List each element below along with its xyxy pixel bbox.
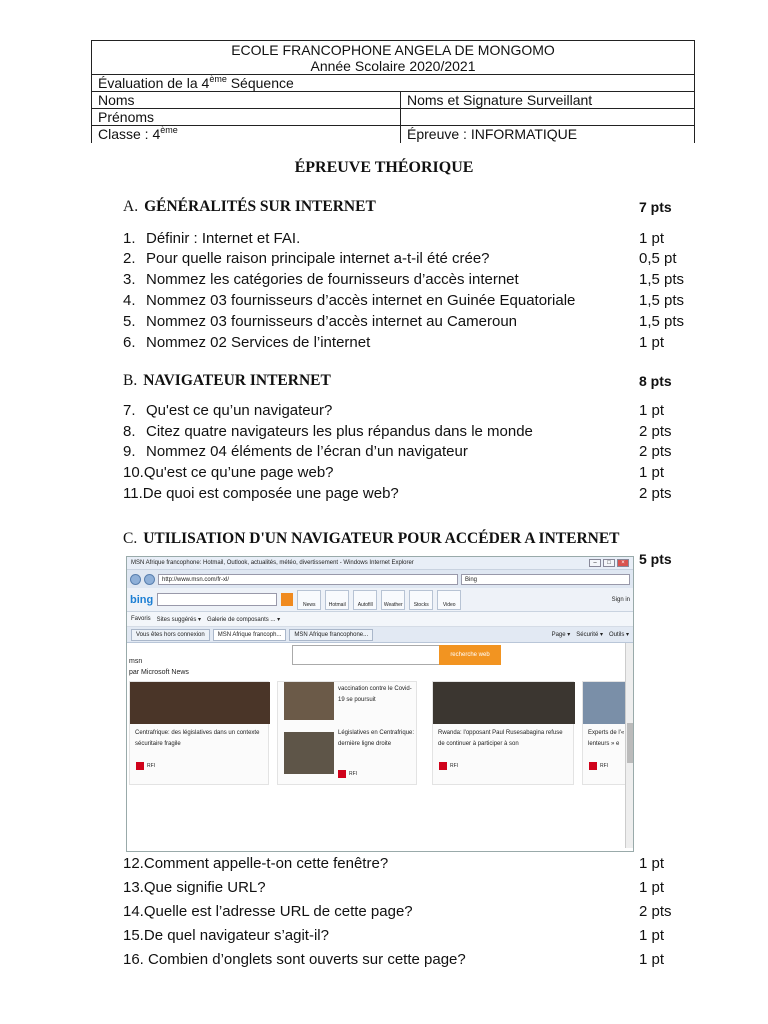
browser-tab: Vous êtes hors connexion — [131, 629, 210, 641]
prenoms-row — [92, 109, 694, 126]
close-icon: × — [617, 559, 629, 567]
question: 15.De quel navigateur s’agit-il? — [123, 927, 329, 944]
question: 9. Nommez 04 éléments de l’écran d’un navigateur — [123, 443, 468, 460]
page-title: ÉPREUVE THÉORIQUE — [294, 159, 474, 176]
news-source: RFI — [589, 762, 608, 770]
msn-search-button: recherche web — [439, 645, 501, 665]
scrollbar — [625, 643, 633, 848]
question: 16. Combien d’onglets sont ouverts sur cette page? — [123, 951, 466, 968]
school-year: Année Scolaire 2020/2021 — [310, 58, 476, 74]
question-points: 1 pt — [639, 334, 665, 351]
noms-label: Noms — [92, 92, 401, 108]
question: 2. Pour quelle raison principale internet a-t-il été crée? — [123, 250, 490, 267]
header-table — [91, 40, 695, 143]
security-menu: Sécurité ▾ — [576, 632, 603, 638]
question-points: 0,5 pt — [639, 250, 677, 267]
question: 8. Citez quatre navigateurs les plus répandus dans le monde — [123, 423, 533, 440]
scrollbar-thumb — [627, 723, 633, 763]
question-points: 2 pts — [639, 423, 672, 440]
news-card — [277, 681, 417, 785]
window-title-bar — [127, 557, 633, 570]
maximize-icon: □ — [603, 559, 615, 567]
search-field: Bing — [461, 574, 630, 585]
question-points: 1 pt — [639, 402, 665, 419]
rfi-icon — [338, 770, 346, 778]
question: 5. Nommez 03 fournisseurs d’accès internet au Cameroun — [123, 313, 518, 330]
news-caption: Experts de l'« lenteurs » e — [588, 730, 625, 747]
browser-screenshot — [126, 556, 634, 852]
video-button: Video — [437, 590, 461, 610]
section-b-heading: B. NAVIGATEUR INTERNET — [123, 372, 331, 389]
news-card — [432, 681, 574, 785]
evaluation-label: Évaluation de la 4ème Séquence — [98, 74, 294, 91]
bing-search-box — [157, 593, 277, 606]
news-source: RFI — [338, 770, 357, 778]
surveillant-label: Noms et Signature Surveillant — [407, 92, 593, 108]
section-b-points: 8 pts — [639, 373, 672, 389]
section-c-heading: C. UTILISATION D'UN NAVIGATEUR POUR ACCÉDER A INTERNET — [123, 530, 620, 547]
question: 4. Nommez 03 fournisseurs d’accès internet en Guinée Equatoriale — [123, 292, 576, 309]
question-points: 1,5 pts — [639, 271, 685, 288]
news-image — [284, 732, 334, 774]
section-a-points: 7 pts — [639, 199, 672, 215]
forward-icon — [144, 574, 155, 585]
favorites-bar — [127, 612, 633, 627]
url-field: http://www.msn.com/fr-xl/ — [158, 574, 458, 585]
fav-item: Galerie de composants ... ▾ — [207, 616, 281, 623]
question-points: 1 pt — [639, 855, 665, 872]
school-name: ECOLE FRANCOPHONE ANGELA DE MONGOMO — [231, 42, 555, 58]
address-bar — [127, 570, 633, 588]
question: 3. Nommez les catégories de fournisseurs d’accès internet — [123, 271, 519, 288]
question-points: 1,5 pts — [639, 313, 685, 330]
empty-cell — [401, 109, 694, 125]
news-card — [129, 681, 269, 785]
page-content — [127, 643, 633, 848]
msn-logo: msn — [129, 658, 143, 665]
rfi-icon — [439, 762, 447, 770]
section-c-points: 5 pts — [639, 551, 672, 567]
question: 14.Quelle est l’adresse URL de cette page? — [123, 903, 413, 920]
header-title-row — [92, 41, 694, 75]
favorites-label: Favoris — [131, 616, 151, 622]
browser-tab: MSN Afrique francoph... — [213, 629, 287, 641]
question: 6. Nommez 02 Services de l’internet — [123, 334, 371, 351]
search-icon — [281, 593, 293, 606]
news-image — [284, 682, 334, 720]
rfi-icon — [136, 762, 144, 770]
stocks-button: Stocks — [409, 590, 433, 610]
hotmail-button: Hotmail — [325, 590, 349, 610]
news-button: News — [297, 590, 321, 610]
news-caption: Rwanda: l'opposant Paul Rusesabagina refuse de continuer à participer à son — [438, 730, 563, 747]
browser-tab: MSN Afrique francophone... — [289, 629, 373, 641]
classe-label: Classe : 4ème — [92, 126, 401, 143]
question: 13.Que signifie URL? — [123, 879, 266, 896]
tools-menu: Outils ▾ — [608, 632, 629, 638]
question-points: 1 pt — [639, 927, 665, 944]
news-caption: Centrafrique: des législatives dans un contexte sécuritaire fragile — [135, 730, 260, 747]
question: 12.Comment appelle-t-on cette fenêtre? — [123, 855, 389, 872]
msn-brand — [129, 656, 189, 678]
news-card — [582, 681, 626, 785]
rfi-icon — [589, 762, 597, 770]
question: 11.De quoi est composée une page web? — [123, 485, 399, 502]
bing-toolbar — [127, 588, 633, 612]
tab-bar — [127, 627, 633, 643]
page-menu: Page ▾ — [551, 632, 571, 638]
question-points: 2 pts — [639, 443, 672, 460]
question: 1. Définir : Internet et FAI. — [123, 230, 301, 247]
msn-search-input — [292, 645, 440, 665]
question-points: 2 pts — [639, 903, 672, 920]
question: 10.Qu'est ce qu’une page web? — [123, 464, 334, 481]
bing-logo: bing — [130, 593, 154, 606]
autofill-button: Autofill — [353, 590, 377, 610]
prenoms-label: Prénoms — [92, 109, 401, 125]
question-points: 1 pt — [639, 951, 665, 968]
news-source: RFI — [136, 762, 155, 770]
news-image — [583, 682, 627, 724]
classe-row — [92, 126, 694, 143]
news-caption: Législatives en Centrafrique: dernière ligne droite — [338, 730, 415, 747]
fav-item: Sites suggérés ▾ — [156, 616, 202, 623]
window-title: MSN Afrique francophone: Hotmail, Outlook, actualités, météo, divertissement - Windows Internet Explorer — [131, 560, 414, 566]
news-source: RFI — [439, 762, 458, 770]
window-buttons — [589, 559, 629, 567]
back-icon — [130, 574, 141, 585]
question-points: 1,5 pts — [639, 292, 685, 309]
epreuve-label: Épreuve : INFORMATIQUE — [407, 126, 578, 142]
question-points: 1 pt — [639, 879, 665, 896]
weather-button: Weather — [381, 590, 405, 610]
news-caption: vaccination contre le Covid-19 se poursuit — [338, 686, 412, 703]
command-bar — [552, 631, 633, 638]
question-points: 1 pt — [639, 230, 665, 247]
section-a-heading: A. GÉNÉRALITÉS SUR INTERNET — [123, 198, 376, 215]
news-image — [130, 682, 270, 724]
sign-in-link: Sign in — [611, 596, 630, 603]
evaluation-row — [92, 75, 694, 92]
question: 7. Qu'est ce qu’un navigateur? — [123, 402, 333, 419]
question-points: 2 pts — [639, 485, 672, 502]
question-points: 1 pt — [639, 464, 665, 481]
msn-sub: par Microsoft News — [129, 669, 189, 676]
names-row — [92, 92, 694, 109]
news-image — [433, 682, 575, 724]
minimize-icon: – — [589, 559, 601, 567]
